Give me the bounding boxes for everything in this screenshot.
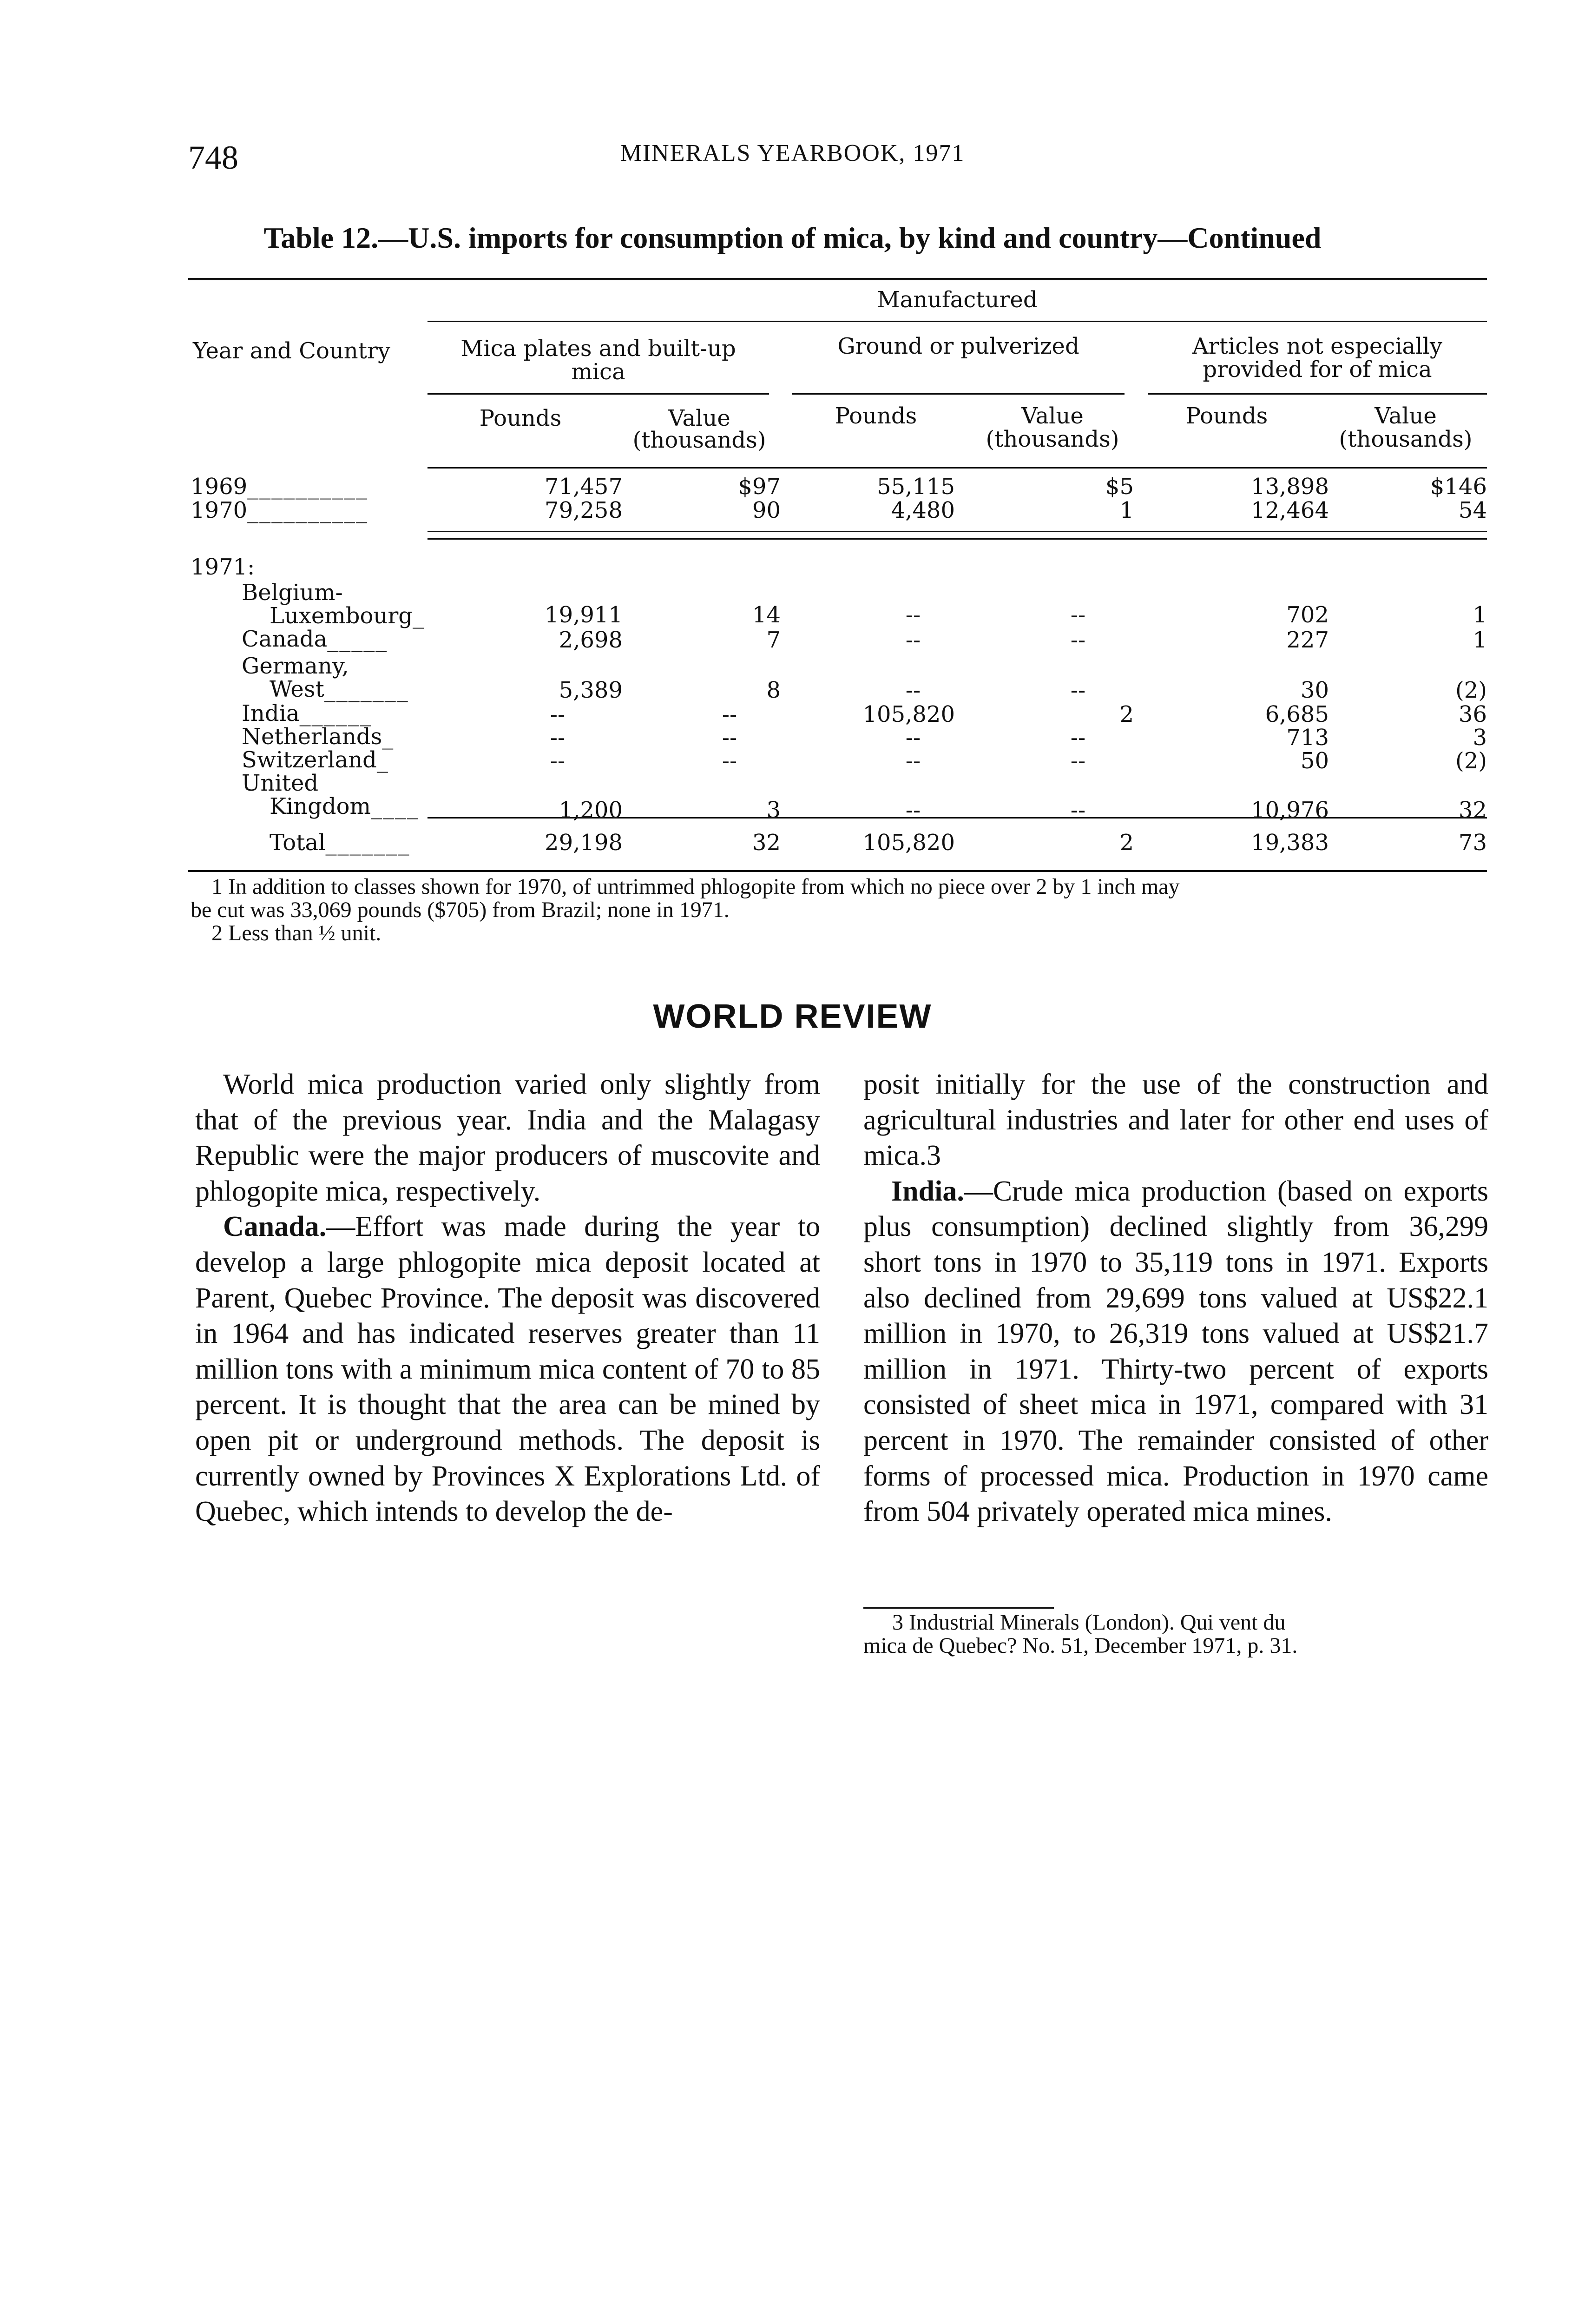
header-value-1a: Value (668, 405, 730, 431)
header-value-3b: (thousands) (1339, 426, 1473, 452)
row-label-1971: Kingdom____ (270, 793, 419, 819)
footnote-2: 2 Less than ½ unit. (211, 921, 381, 945)
cell-empty: -- (550, 748, 566, 774)
header-manufactured: Manufactured (877, 287, 1038, 313)
left-para-2: Canada.—Effort was made during the year to develop a large phlogopite mica deposit located at Parent, Quebec Province. The deposit was discovered in 1964 and has indicated reserves greater than 11 million tons with a minimum mica content of 70 to 85 percent. It is thought that the area can be mined by open pit or underground methods. The deposit is currently owned by Provinces X Explorations Ltd. of Quebec, which intends to develop the de- (195, 1211, 820, 1528)
cell: 2,698 (559, 627, 623, 653)
reference-line2: mica de Quebec? No. 51, December 1971, p. 31. (863, 1633, 1298, 1658)
cell: 71,457 (545, 474, 623, 500)
leader-dots: ____ (371, 793, 419, 819)
row-label-1971: United (242, 770, 319, 796)
leader-dots: ______ (299, 700, 372, 726)
cell: 12,464 (1251, 497, 1329, 523)
header-bottom-rule (427, 467, 1487, 469)
total-cell: 2 (1119, 830, 1134, 856)
cell: 227 (1286, 627, 1329, 653)
row-label-1970: 1970__________ (191, 497, 368, 523)
header-pounds-3: Pounds (1185, 403, 1268, 429)
reference-rule (863, 1607, 1054, 1609)
cell-empty: -- (550, 725, 566, 751)
cell-empty: -- (1070, 602, 1086, 628)
row-label-1971: Luxembourg_ (270, 603, 425, 629)
cell: 713 (1286, 725, 1329, 751)
header-group1-line1: Mica plates and built-up (460, 336, 736, 362)
cell-empty: -- (905, 748, 921, 774)
cell: 1 (1119, 497, 1134, 523)
cell-empty: -- (1070, 725, 1086, 751)
right-column (863, 1067, 1488, 1530)
cell-empty: -- (722, 725, 737, 751)
group3-rule (1148, 393, 1487, 395)
cell: 702 (1286, 602, 1329, 628)
cell-empty: -- (1070, 797, 1086, 823)
cell: 4,480 (891, 497, 955, 523)
india-heading: India. (891, 1175, 964, 1207)
row-label-1971: India______ (242, 700, 372, 726)
cell-empty: -- (722, 748, 737, 774)
cell: 7 (766, 627, 781, 653)
row-label-total: Total_______ (270, 830, 410, 856)
cell: 1 (1473, 602, 1487, 628)
right-para-2: India.—Crude mica production (based on exports plus consumption) declined slightly from 36,299 short tons in 1970 to 35,119 tons in 1971. Exports also declined from 29,699 tons valued at US$22.1 million in 1970, to 26,319 tons valued at US$21.7 million in 1971. Thirty-two percent of exports consisted of sheet mica in 1971, compared with 31 percent in 1970. The remainder consisted of other forms of processed mica. Production in 1970 came from 504 privately operated mica mines. (863, 1175, 1488, 1528)
cell: 90 (752, 497, 781, 523)
cell: 32 (1458, 797, 1487, 823)
cell: 105,820 (862, 701, 955, 727)
table-title: Table 12.—U.S. imports for consumption of mica, by kind and country—Continued (263, 221, 1322, 254)
cell-empty: -- (905, 602, 921, 628)
table-top-rule (188, 278, 1487, 280)
leader-dots: _ (382, 724, 395, 750)
cell: $146 (1430, 474, 1487, 500)
row-label-1971: West_______ (270, 676, 409, 702)
cell-empty: -- (722, 701, 737, 727)
double-rule-top (427, 531, 1487, 532)
cell: 30 (1300, 677, 1329, 703)
cell: 1,200 (559, 797, 623, 823)
row-label-1971: Netherlands_ (242, 724, 395, 750)
running-title: MINERALS YEARBOOK, 1971 (620, 140, 965, 166)
total-cell: 19,383 (1251, 830, 1329, 856)
double-rule-bottom (427, 538, 1487, 540)
leader-dots: _______ (324, 676, 409, 702)
canada-heading: Canada. (223, 1211, 327, 1243)
cell-empty: -- (1070, 677, 1086, 703)
header-value-2a: Value (1021, 403, 1084, 429)
cell: $5 (1105, 474, 1134, 500)
header-value-3a: Value (1375, 403, 1437, 429)
header-group3-line2: provided for of mica (1203, 357, 1432, 383)
row-label-1969: 1969__________ (191, 474, 368, 500)
cell: 55,115 (877, 474, 955, 500)
cell: (2) (1455, 677, 1487, 703)
leader-dots: __________ (247, 474, 368, 500)
cell-empty: -- (1070, 748, 1086, 774)
cell: 50 (1300, 748, 1329, 774)
table-bottom-rule (188, 870, 1487, 872)
leader-dots: _ (376, 747, 389, 773)
cell-empty: -- (550, 701, 566, 727)
total-cell: 29,198 (545, 830, 623, 856)
cell-empty: -- (905, 725, 921, 751)
left-para-1: World mica production varied only slightly from that of the previous year. India and the Malagasy Republic were the major producers of muscovite and phlogopite mica, respectively. (195, 1069, 820, 1207)
header-group1-line2: mica (571, 359, 625, 385)
footnote-1-line1: 1 In addition to classes shown for 1970, of untrimmed phlogopite from which no piece over 2 by 1 inch may (211, 874, 1180, 899)
manufactured-rule (427, 321, 1487, 322)
section-title: WORLD REVIEW (653, 998, 932, 1035)
header-stub: Year and Country (193, 338, 391, 364)
total-cell: 105,820 (862, 830, 955, 856)
leader-dots: __________ (247, 497, 368, 523)
left-column (195, 1067, 820, 1530)
total-cell: 32 (752, 830, 781, 856)
cell: 54 (1458, 497, 1487, 523)
cell: 19,911 (545, 602, 623, 628)
header-group3-line1: Articles not especially (1192, 333, 1442, 359)
cell: 10,976 (1251, 797, 1329, 823)
group1-rule (427, 393, 769, 395)
cell-empty: -- (1070, 627, 1086, 653)
row-label-1971: Canada_____ (242, 626, 388, 652)
cell-empty: -- (905, 677, 921, 703)
cell-empty: -- (905, 797, 921, 823)
cell: 79,258 (545, 497, 623, 523)
header-pounds-1: Pounds (479, 405, 562, 431)
header-value-1b: (thousands) (632, 427, 766, 453)
total-cell: 73 (1458, 830, 1487, 856)
header-group2: Ground or pulverized (837, 333, 1079, 359)
group2-rule (792, 393, 1125, 395)
cell: $97 (738, 474, 781, 500)
row-label-1971: Switzerland_ (242, 747, 389, 773)
leader-dots: _____ (327, 626, 388, 652)
row-label-1971: Germany, (242, 653, 349, 679)
cell-empty: -- (905, 627, 921, 653)
cell: 13,898 (1251, 474, 1329, 500)
footnote-1-line2: be cut was 33,069 pounds ($705) from Brazil; none in 1971. (191, 898, 730, 922)
cell: 6,685 (1265, 701, 1329, 727)
cell: 14 (752, 602, 781, 628)
row-label-1971: Belgium- (242, 580, 343, 606)
page-number: 748 (188, 139, 238, 176)
right-para-1: posit initially for the use of the construction and agricultural industries and later for other end uses of mica.3 (863, 1069, 1488, 1172)
leader-dots: _______ (325, 830, 410, 856)
reference-line1: 3 Industrial Minerals (London). Qui vent du (892, 1610, 1286, 1635)
cell: 5,389 (559, 677, 623, 703)
cell: 1 (1473, 627, 1487, 653)
cell: (2) (1455, 748, 1487, 774)
cell: 3 (766, 797, 781, 823)
year-1971-heading: 1971: (191, 554, 255, 580)
header-value-2b: (thousands) (986, 426, 1119, 452)
cell: 8 (766, 677, 781, 703)
cell: 36 (1458, 701, 1487, 727)
cell: 3 (1473, 725, 1487, 751)
cell: 2 (1119, 701, 1134, 727)
leader-dots: _ (413, 603, 425, 629)
header-pounds-2: Pounds (835, 403, 917, 429)
